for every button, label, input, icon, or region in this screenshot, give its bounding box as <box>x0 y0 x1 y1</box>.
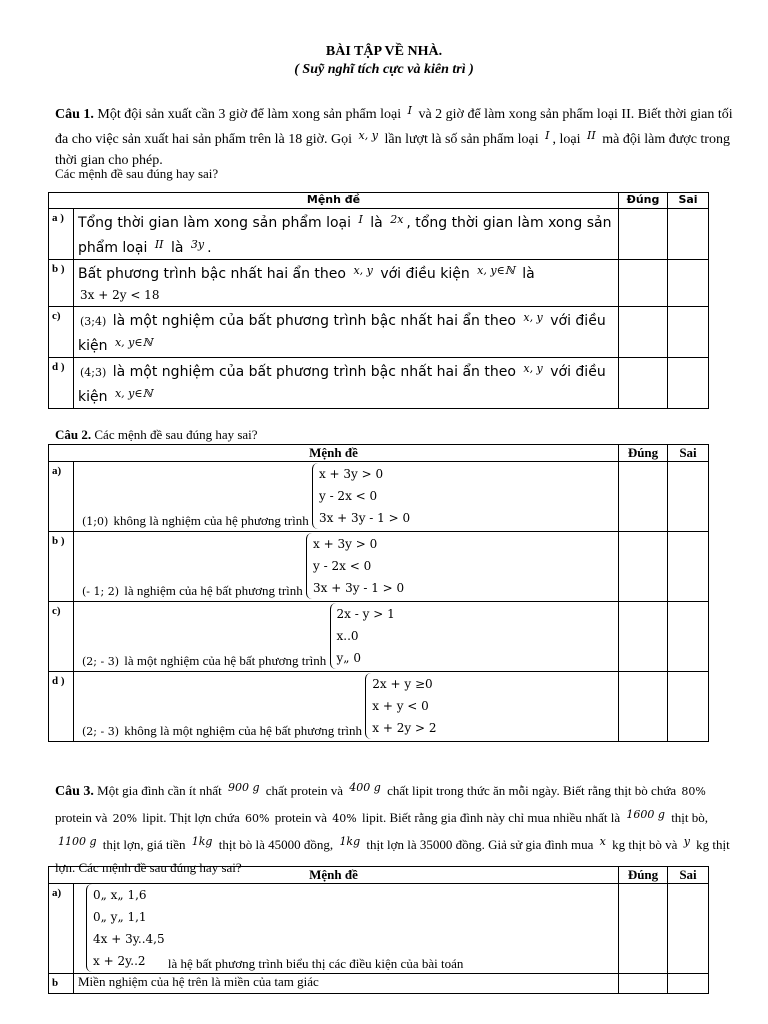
question-1-table <box>48 192 709 409</box>
statement-text: Bất phương trình bậc nhất hai ẩn theo <box>78 266 346 282</box>
q1-text-a: Một đội sản xuất cần 3 giờ để làm xong sản phẩm loại <box>97 107 402 122</box>
table-row <box>49 209 709 260</box>
q3-math: 60% <box>245 812 270 825</box>
statement-text: là <box>170 240 184 256</box>
statement-text: với điều kiện <box>380 266 470 282</box>
statement-text: , tổng thời gian làm xong sản phẩm loại <box>78 215 612 256</box>
answer-false-cell[interactable] <box>668 602 709 672</box>
inequality: x + 3y > 0 <box>318 467 384 481</box>
col-statement-header: Mệnh đề <box>49 867 619 884</box>
row-label: a ) <box>49 209 74 260</box>
answer-false-cell[interactable] <box>668 209 709 260</box>
question-2-prompt: Các mệnh đề sau đúng hay sai? <box>94 427 258 442</box>
inequality: 2x + y ≥0 <box>372 677 433 691</box>
table-row <box>49 462 709 532</box>
statement-text: là <box>370 215 383 231</box>
col-false-header: Sai <box>668 867 709 884</box>
statement-text: với điều kiện <box>78 364 606 405</box>
q1-symbol-ii: II <box>587 129 596 142</box>
answer-false-cell[interactable] <box>668 358 709 409</box>
row-label: b <box>49 974 74 994</box>
statement-math: I <box>358 213 363 226</box>
inequality: y - 2x < 0 <box>313 559 372 573</box>
answer-false-cell[interactable] <box>668 307 709 358</box>
col-statement-header: Mệnh đề <box>49 193 619 209</box>
table-row <box>49 532 709 602</box>
inequality: x + 3y > 0 <box>313 537 378 551</box>
statement-math: x, y <box>523 362 543 375</box>
question-2-label: Câu 2. <box>55 427 92 442</box>
q3-text: kg thịt lợn. Các mệnh đề sau đúng hay sai? <box>55 837 730 875</box>
statement-text: là <box>522 266 535 282</box>
answer-true-cell[interactable] <box>619 672 668 742</box>
col-true-header: Đúng <box>619 193 668 209</box>
statement-text: là một nghiệm của bất phương trình bậc nhất hai ẩn theo <box>112 313 516 329</box>
q3-math: 1kg <box>191 835 213 848</box>
q3-text: thịt bò là 45000 đồng, <box>218 837 334 852</box>
col-false-header: Sai <box>668 193 709 209</box>
inequality: x + 2y > 2 <box>372 721 437 735</box>
q3-text: thịt lợn, giá tiền <box>102 837 186 852</box>
answer-true-cell[interactable] <box>619 260 668 307</box>
q3-text: chất protein và <box>265 783 344 798</box>
statement-math: (4;3) <box>80 366 107 379</box>
answer-true-cell[interactable] <box>619 307 668 358</box>
inequality-system <box>365 673 436 739</box>
statement-cell <box>74 672 619 742</box>
q3-math: 1100 g <box>58 835 97 848</box>
inequality: x..0 <box>336 629 359 643</box>
q1-symbol-i-2: I <box>545 129 550 142</box>
answer-true-cell[interactable] <box>619 209 668 260</box>
statement-text: là một nghiệm của hệ bất phương trình <box>124 653 327 668</box>
q3-text: kg thịt bò và <box>612 837 678 852</box>
statement-math: x, y∈ℕ <box>477 264 515 277</box>
q3-text: thịt lợn là 35000 đồng. Giả sử gia đình mua <box>366 837 594 852</box>
statement-math: x, y∈ℕ <box>114 336 153 349</box>
question-1-label: Câu 1. <box>55 107 94 122</box>
inequality: x + y < 0 <box>372 699 429 713</box>
inequality: 2x - y > 1 <box>336 607 395 621</box>
row-label: a) <box>49 884 74 974</box>
q3-text: protein và <box>274 810 328 825</box>
q3-text: Một gia đình cần ít nhất <box>97 783 222 798</box>
answer-true-cell[interactable] <box>619 884 668 974</box>
statement-cell <box>74 260 619 307</box>
statement-math: x, y <box>353 264 373 277</box>
statement-text: là hệ bất phương trình biểu thị các điều kiện của bài toán <box>167 956 464 971</box>
q1-text-e: mà đội làm được trong thời gian cho phép. <box>55 132 730 168</box>
answer-true-cell[interactable] <box>619 602 668 672</box>
inequality-system <box>306 533 404 599</box>
statement-math: (2; - 3) <box>82 655 119 668</box>
answer-false-cell[interactable] <box>668 532 709 602</box>
q3-math: x <box>599 835 606 848</box>
table-row <box>49 358 709 409</box>
question-3-table <box>48 866 709 994</box>
question-1-text <box>55 100 735 171</box>
inequality-system <box>330 603 395 669</box>
inequality: 4x + 3y..4,5 <box>93 932 165 946</box>
answer-true-cell[interactable] <box>619 974 668 994</box>
q3-text: protein và <box>55 810 108 825</box>
col-statement-header: Mệnh đề <box>49 445 619 462</box>
col-true-header: Đúng <box>619 445 668 462</box>
q3-math: 1600 g <box>626 808 665 821</box>
q3-math: 900 g <box>227 781 260 794</box>
page-title: BÀI TẬP VỀ NHÀ. <box>325 44 443 59</box>
q1-symbol-i: I <box>407 104 412 117</box>
statement-math: (3;4) <box>80 315 107 328</box>
statement-math: 3x + 2y < 18 <box>80 288 160 302</box>
row-label: b ) <box>49 260 74 307</box>
q3-math: 400 g <box>349 781 381 794</box>
statement-math: (- 1; 2) <box>82 585 119 598</box>
statement-cell <box>74 358 619 409</box>
statement-text: với điều kiện <box>78 313 606 354</box>
question-3-text <box>55 776 735 879</box>
answer-false-cell[interactable] <box>668 672 709 742</box>
answer-true-cell[interactable] <box>619 462 668 532</box>
statement-math: 3y <box>190 238 205 251</box>
answer-true-cell[interactable] <box>619 532 668 602</box>
statement-math: II <box>154 238 164 251</box>
q3-math: 1kg <box>339 835 361 848</box>
row-label: c) <box>49 602 74 672</box>
statement-math: x, y <box>523 311 543 324</box>
q3-text: thịt bò, <box>671 810 709 825</box>
row-label: a) <box>49 462 74 532</box>
q1-text-d: , loại <box>552 132 581 147</box>
table-row <box>49 974 709 994</box>
question-1-prompt: Các mệnh đề sau đúng hay sai? <box>55 166 219 181</box>
q3-math: 40% <box>332 812 357 825</box>
inequality: y„ 0 <box>336 651 361 665</box>
statement-cell <box>74 307 619 358</box>
statement-math: x, y∈ℕ <box>114 387 153 400</box>
statement-math: (1;0) <box>82 515 109 528</box>
statement-cell <box>74 602 619 672</box>
row-label: b ) <box>49 532 74 602</box>
statement-text: không là nghiệm của hệ phương trình <box>113 513 309 528</box>
statement-math: 2x <box>390 213 404 226</box>
answer-false-cell[interactable] <box>668 884 709 974</box>
table-row <box>49 602 709 672</box>
statement-text: . <box>207 240 212 256</box>
answer-false-cell[interactable] <box>668 974 709 994</box>
question-2-text <box>55 424 735 445</box>
inequality: 0„ y„ 1,1 <box>93 910 147 924</box>
inequality: y - 2x < 0 <box>318 489 378 503</box>
table-row <box>49 884 709 974</box>
statement-cell: Miền nghiệm của hệ trên là miền của tam giác <box>74 974 619 994</box>
inequality: 0„ x„ 1,6 <box>93 888 147 902</box>
statement-text: không là một nghiệm của hệ bất phương trình <box>124 723 363 738</box>
row-label: d ) <box>49 672 74 742</box>
row-label: c) <box>49 307 74 358</box>
q3-text: chất lipit trong thức ăn mỗi ngày. Biết rằng thịt bò chứa <box>387 783 677 798</box>
q1-text-b: và 2 giờ để làm xong sản phẩm loại II. Biết thời gian tối đa cho việc sản xuất hai sản phẩm trên là 18 giờ. Gọi <box>55 107 733 147</box>
inequality: x + 2y..2 <box>93 954 146 968</box>
q3-text: lipit. Thịt lợn chứa <box>142 810 240 825</box>
page-subtitle: ( Suỹ nghĩ tích cực và kiên trì ) <box>294 62 474 77</box>
inequality: 3x + 3y - 1 > 0 <box>313 581 405 595</box>
statement-cell <box>74 884 619 974</box>
inequality-system <box>86 884 165 972</box>
table-row <box>49 672 709 742</box>
statement-text: là một nghiệm của bất phương trình bậc nhất hai ẩn theo <box>112 364 516 380</box>
answer-false-cell[interactable] <box>668 462 709 532</box>
inequality-system <box>312 463 410 529</box>
q3-math: 20% <box>112 812 138 825</box>
col-true-header: Đúng <box>619 867 668 884</box>
question-3-label: Câu 3. <box>55 784 94 799</box>
statement-cell <box>74 209 619 260</box>
statement-cell <box>74 532 619 602</box>
table-row <box>49 260 709 307</box>
row-label: d ) <box>49 358 74 409</box>
q1-symbol-xy: x, y <box>358 129 378 142</box>
question-2-table <box>48 444 709 742</box>
statement-cell <box>74 462 619 532</box>
statement-text: là nghiệm của hệ bất phương trình <box>124 583 303 598</box>
col-false-header: Sai <box>668 445 709 462</box>
q3-text: lipit. Biết rằng gia đình này chỉ mua nhiều nhất là <box>362 810 621 825</box>
statement-text: Tổng thời gian làm xong sản phẩm loại <box>78 215 352 231</box>
answer-false-cell[interactable] <box>668 260 709 307</box>
q3-math: y <box>683 835 690 848</box>
q1-text-c: lần lượt là số sản phẩm loại <box>384 132 539 147</box>
statement-math: (2; - 3) <box>82 725 119 738</box>
inequality: 3x + 3y - 1 > 0 <box>318 511 411 525</box>
table-row <box>49 307 709 358</box>
answer-true-cell[interactable] <box>619 358 668 409</box>
q3-math: 80% <box>681 785 706 798</box>
